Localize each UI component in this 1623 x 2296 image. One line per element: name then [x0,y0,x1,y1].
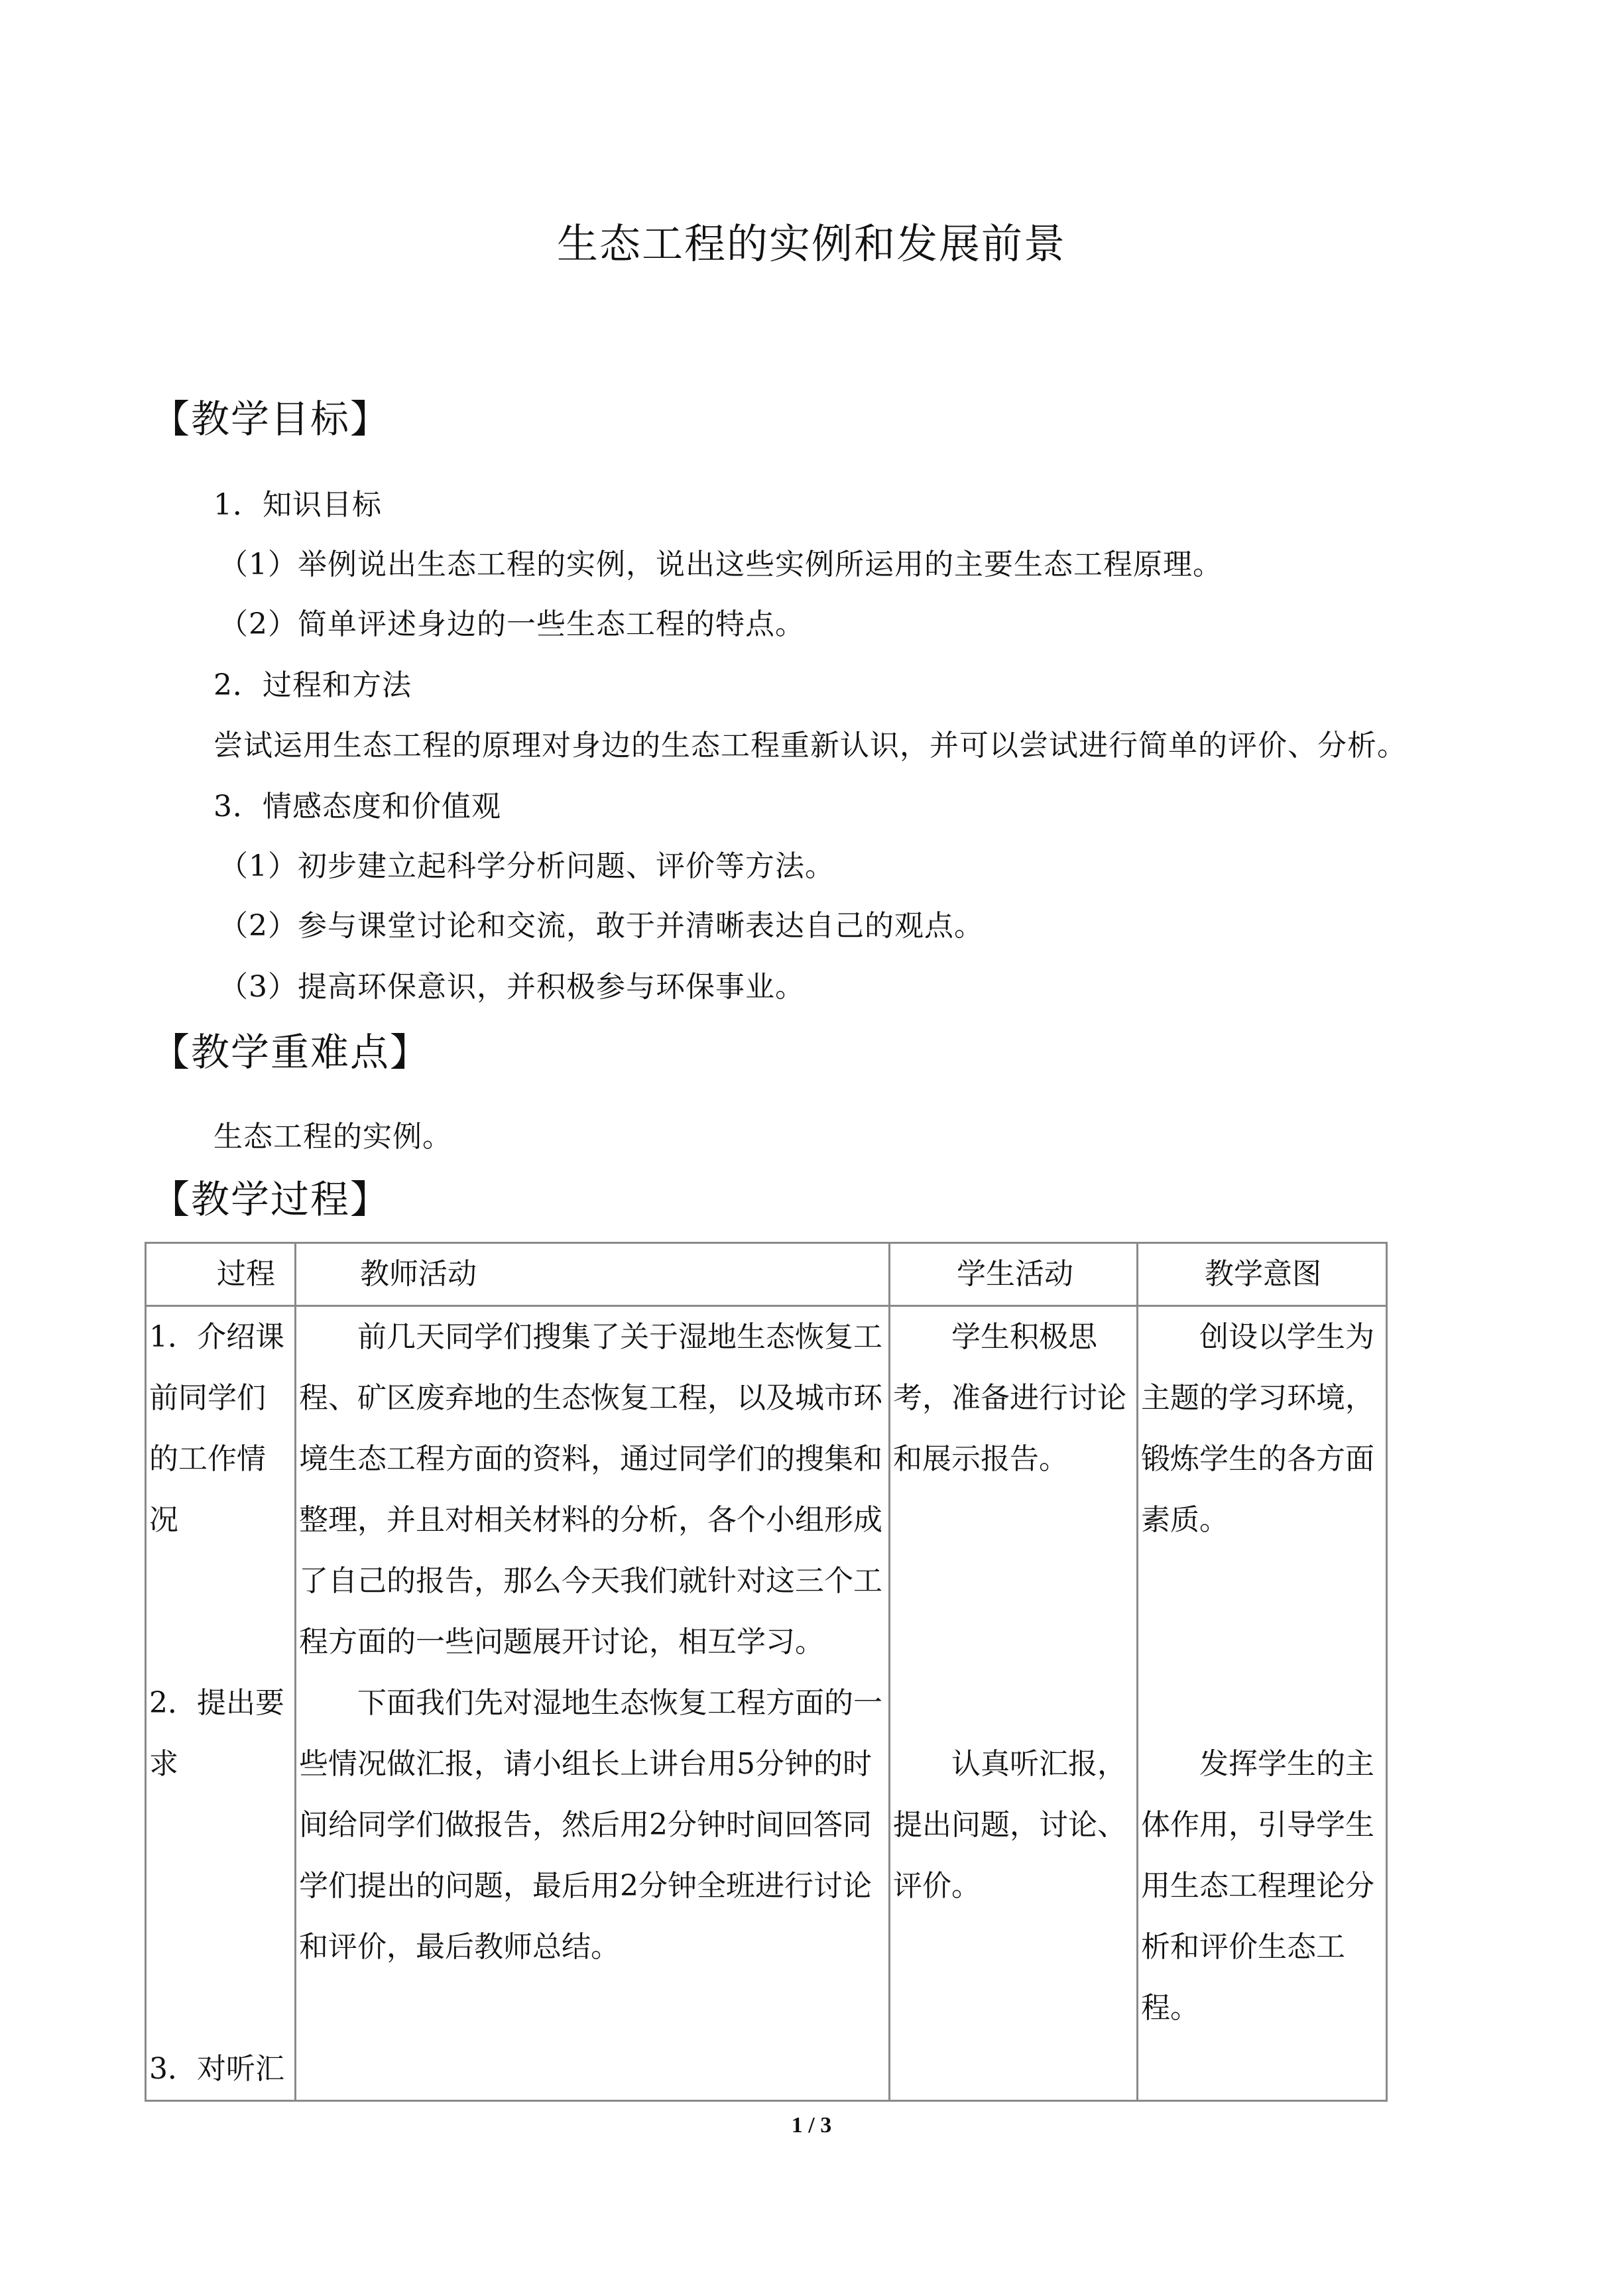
objective-line: （1）举例说出生态工程的实例，说出这些实例所运用的主要生态工程原理。 [219,548,1223,581]
objective-line: 3．情感态度和价值观 [213,790,501,823]
process-cell [146,1306,296,2101]
teacher-cell [296,1306,890,2101]
table-header-row [146,1243,1387,1306]
key-points-heading: 【教学重难点】 [151,1030,430,1075]
student-cell [890,1306,1138,2101]
student-activity: 认真听汇报，提出问题，讨论、评价。 [893,1747,1126,1903]
teaching-intent: 发挥学生的主体作用，引导学生用生态工程理论分析和评价生态工程。 [1141,1747,1374,2025]
objectives-heading: 【教学目标】 [151,396,391,442]
intent-cell [1138,1306,1387,2101]
objective-line: 2．过程和方法 [213,668,412,702]
process-step: 2．提出要求 [149,1686,284,1781]
teaching-process-table [145,1242,1388,2102]
header-student: 学生活动 [890,1243,1138,1306]
document-title: 生态工程的实例和发展前景 [556,219,1066,268]
process-step: 3．对听汇 [149,2052,284,2086]
header-intent: 教学意图 [1138,1243,1387,1306]
objective-line: （2）简单评述身边的一些生态工程的特点。 [219,607,805,641]
teaching-intent: 创设以学生为主题的学习环境，锻炼学生的各方面素质。 [1141,1320,1374,1537]
key-points-text: 生态工程的实例。 [213,1120,452,1154]
process-step: 1．介绍课前同学们的工作情况 [149,1320,284,1537]
objective-line: （3）提高环保意识，并积极参与环保事业。 [219,970,805,1004]
teacher-activity: 下面我们先对湿地生态恢复工程方面的一些情况做汇报，请小组长上讲台用5分钟的时间给同学们做报告，然后用2分钟时间回答同学们提出的问题，最后用2分钟全班进行讨论和评价，最后教师总结。 [299,1686,882,1964]
teacher-activity: 前几天同学们搜集了关于湿地生态恢复工程、矿区废弃地的生态恢复工程，以及城市环境生态工程方面的资料，通过同学们的搜集和整理，并且对相关材料的分析，各个小组形成了自己的报告，那么今天我们就针对这三个工程方面的一些问题展开讨论，相互学习。 [299,1320,882,1659]
objective-line: 尝试运用生态工程的原理对身边的生态工程重新认识，并可以尝试进行简单的评价、分析。 [213,729,1407,762]
student-activity: 学生积极思考，准备进行讨论和展示报告。 [893,1320,1126,1476]
process-heading: 【教学过程】 [151,1177,391,1222]
header-process: 过程 [146,1243,296,1306]
objective-line: （2）参与课堂讨论和交流，敢于并清晰表达自己的观点。 [219,909,984,943]
page-number: 1 / 3 [791,2113,832,2138]
objective-line: 1．知识目标 [213,488,382,522]
table-row [146,1306,1387,2101]
objective-line: （1）初步建立起科学分析问题、评价等方法。 [219,849,835,883]
header-teacher: 教师活动 [296,1243,890,1306]
